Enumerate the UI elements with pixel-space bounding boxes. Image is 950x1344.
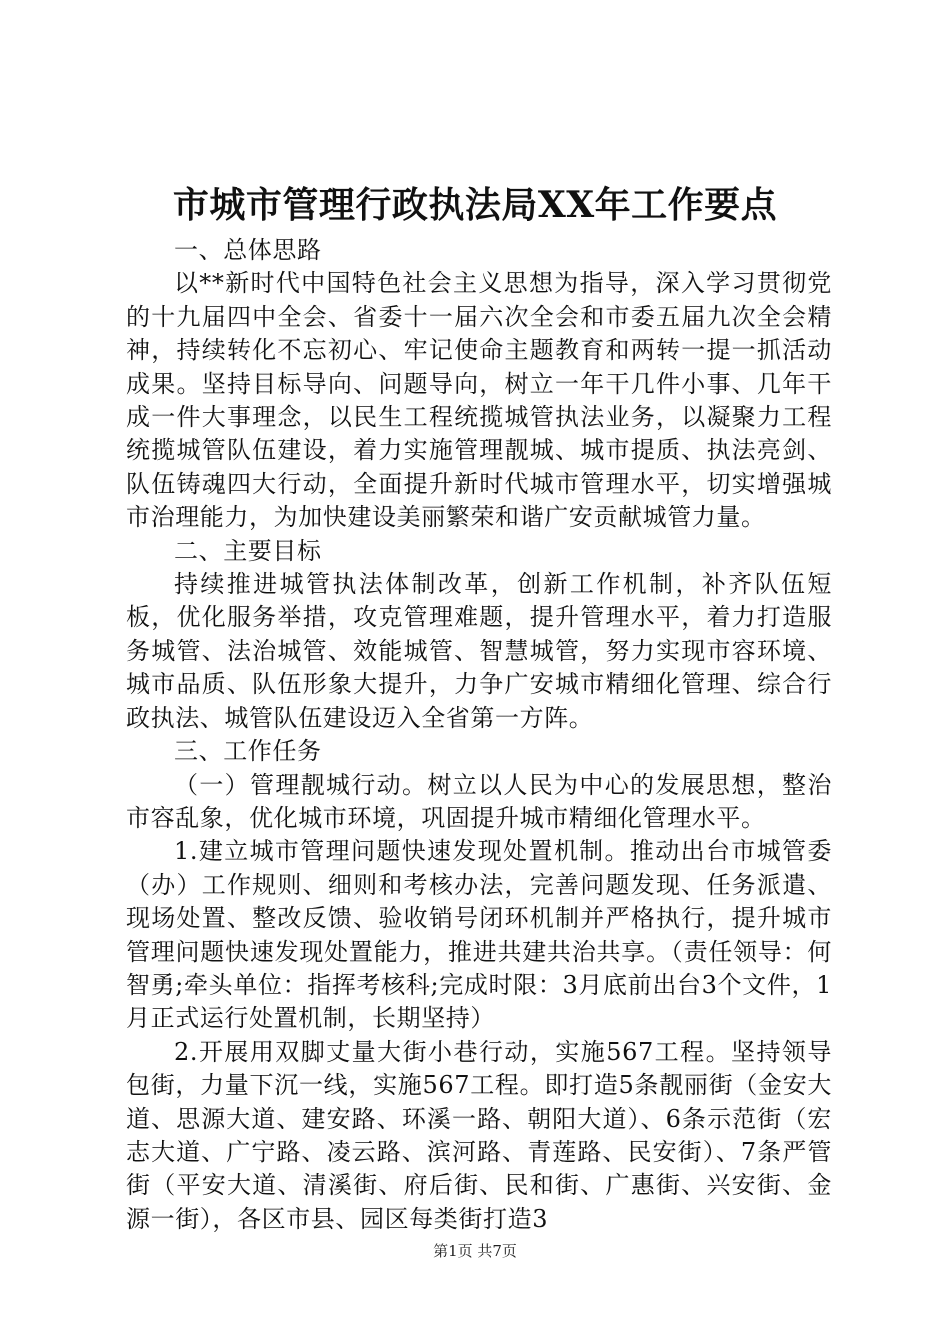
body-paragraph: 持续推进城管执法体制改革，创新工作机制，补齐队伍短板，优化服务举措，攻克管理难题，提升管理水平，着力打造服务城管、法治城管、效能城管、智慧城管，努力实现市容环境、城市品质、队伍形象大提升，力争广安城市精细化管理、综合行政执法、城管队伍建设迈入全省第一方阵。	[126, 570, 832, 732]
document-body	[126, 234, 832, 1236]
page-number-footer: 第1页 共7页	[433, 1242, 517, 1260]
document-title: 市城市管理行政执法局XX年工作要点	[172, 184, 778, 226]
body-paragraph: 1.建立城市管理问题快速发现处置机制。推动出台市城管委（办）工作规则、细则和考核办法，完善问题发现、任务派遣、现场处置、整改反馈、验收销号闭环机制并严格执行，提升城市管理问题快速发现处置能力，推进共建共治共享。（责任领导：何智勇;牵头单位：指挥考核科;完成时限：3月底前出台3个文件，1月正式运行处置机制，长期坚持）	[126, 837, 832, 1033]
section-heading: 二、主要目标	[174, 536, 322, 565]
section-heading: 三、工作任务	[174, 737, 322, 766]
body-paragraph: （一）管理靓城行动。树立以人民为中心的发展思想，整治市容乱象，优化城市环境，巩固提升城市精细化管理水平。	[126, 770, 832, 832]
body-paragraph: 以**新时代中国特色社会主义思想为指导，深入学习贯彻党的十九届四中全会、省委十一届六次全会和市委五届九次全会精神，持续转化不忘初心、牢记使命主题教育和两转一提一抓活动成果。坚持目标导向、问题导向，树立一年干几件小事、几年干成一件大事理念，以民生工程统揽城管执法业务，以凝聚力工程统揽城管队伍建设，着力实施管理靓城、城市提质、执法亮剑、队伍铸魂四大行动，全面提升新时代城市管理水平，切实增强城市治理能力，为加快建设美丽繁荣和谐广安贡献城管力量。	[126, 269, 832, 532]
section-heading: 一、总体思路	[174, 236, 322, 264]
body-paragraph: 2.开展用双脚丈量大街小巷行动，实施567工程。坚持领导包街，力量下沉一线，实施567工程。即打造5条靓丽街（金安大道、思源大道、建安路、环溪一路、朝阳大道）、6条示范街（宏志大道、广宁路、凌云路、滨河路、青莲路、民安街）、7条严管街（平安大道、清溪街、府后街、民和街、广惠街、兴安街、金源一街），各区市县、园区每类街打造3	[126, 1037, 832, 1233]
